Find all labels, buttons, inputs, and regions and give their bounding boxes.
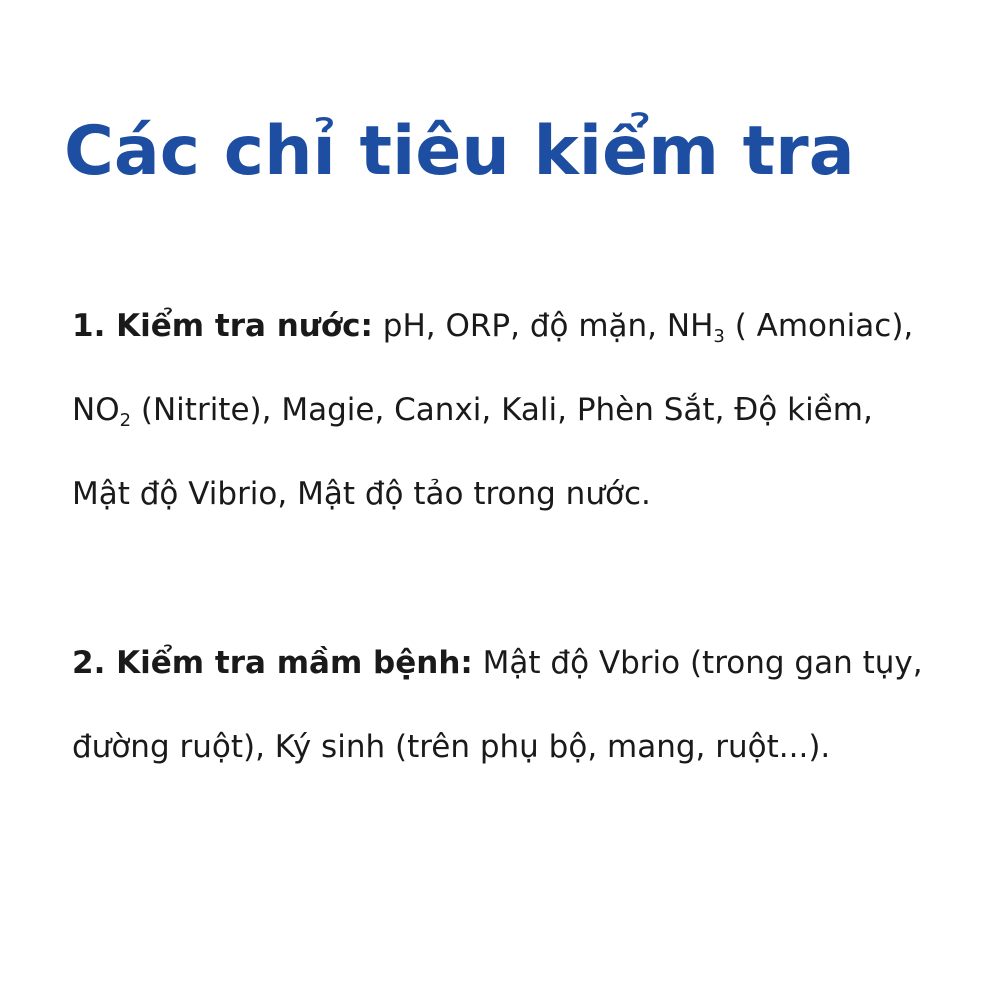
section-2-line-1-text: Mật độ Vbrio (trong gan tụy,	[472, 645, 923, 681]
section-2-line-2: đường ruột), Ký sinh (trên phụ bộ, mang, ruột...).	[72, 729, 831, 765]
section-2-heading: 2. Kiểm tra mầm bệnh:	[72, 645, 473, 681]
section-1-line-3: Mật độ Vibrio, Mật độ tảo trong nước.	[72, 476, 651, 512]
section-1-line-2	[72, 392, 873, 431]
page-title: Các chỉ tiêu kiểm tra	[64, 112, 855, 191]
section-1-line-2-text: NO	[72, 392, 120, 428]
section-1-line-2-tail: (Nitrite), Magie, Canxi, Kali, Phèn Sắt, Độ kiềm,	[131, 392, 873, 428]
section-2-line-1	[72, 645, 923, 681]
section-1-line-1	[72, 308, 914, 347]
no2-subscript: 2	[119, 410, 132, 431]
section-1-heading: 1. Kiểm tra nước:	[72, 308, 373, 344]
section-1-line-1-tail: ( Amoniac),	[724, 308, 914, 344]
nh3-subscript: 3	[713, 326, 725, 347]
section-1-line-1-text: pH, ORP, độ mặn, NH	[372, 308, 714, 344]
